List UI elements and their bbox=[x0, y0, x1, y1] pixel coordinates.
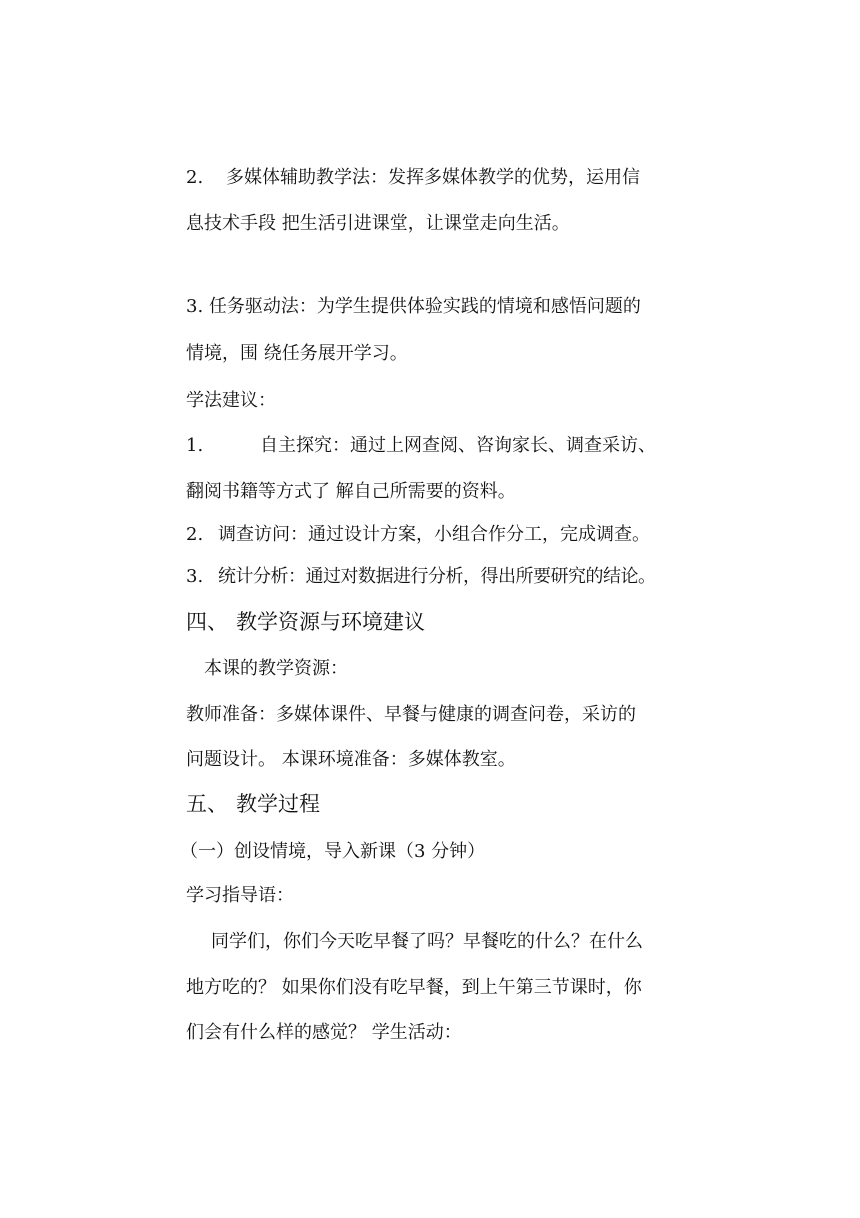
text-run: 3. 任务驱动法：为学生提供体验实践的情境和感悟问题的 bbox=[186, 296, 641, 317]
list-number: 2. bbox=[186, 524, 204, 545]
text-run: 自主探究：通过上网查阅、咨询家长、调查采访、 bbox=[260, 435, 656, 456]
section-number: 四、 bbox=[186, 610, 228, 634]
section-title: 教学过程 bbox=[236, 792, 320, 816]
text-run: 地方吃的？ 如果你们没有吃早餐，到上午第三节课时，你 bbox=[186, 977, 642, 998]
section-title: 教学资源与环境建议 bbox=[236, 610, 425, 634]
list-number: 3. bbox=[186, 566, 204, 587]
text-run: 多媒体辅助教学法：发挥多媒体教学的优势，运用信 bbox=[226, 167, 640, 188]
text-run: 教师准备：多媒体课件、早餐与健康的调查问卷，采访的 bbox=[186, 704, 636, 725]
text-run: 统计分析：通过对数据进行分析，得出所要研究的结论。 bbox=[218, 566, 656, 587]
suggestion-3 bbox=[186, 565, 656, 589]
resources-label bbox=[204, 657, 348, 681]
text-run: 本课的教学资源： bbox=[204, 658, 348, 679]
guidance-line-2 bbox=[186, 976, 642, 1000]
text-run: 问题设计。 本课环境准备：多媒体教室。 bbox=[186, 749, 516, 770]
section-five-heading bbox=[186, 790, 320, 818]
suggestion-1-line-2 bbox=[186, 480, 516, 504]
list-number: 2. bbox=[186, 167, 204, 188]
suggestion-2 bbox=[186, 523, 650, 547]
paragraph-method-2-line-1 bbox=[186, 166, 640, 190]
text-run: 息技术手段 把生活引进课堂，让课堂走向生活。 bbox=[186, 213, 570, 234]
paragraph-method-3-line-2 bbox=[186, 342, 408, 366]
text-run: 学习指导语： bbox=[186, 885, 294, 906]
text-run: （一）创设情境，导入新课（3 分钟） bbox=[180, 841, 486, 862]
list-number: 1. bbox=[186, 435, 204, 456]
paragraph-method-3-line-1 bbox=[186, 295, 641, 319]
guidance-line-3 bbox=[186, 1021, 462, 1045]
subsection-one-heading bbox=[180, 840, 485, 864]
text-run: 调查访问：通过设计方案，小组合作分工，完成调查。 bbox=[218, 524, 650, 545]
guidance-line-1 bbox=[211, 930, 643, 954]
study-suggestions-label bbox=[186, 389, 276, 413]
guidance-label bbox=[186, 884, 294, 908]
text-run: 同学们，你们今天吃早餐了吗？早餐吃的什么？在什么 bbox=[211, 931, 643, 952]
paragraph-method-2-line-2 bbox=[186, 212, 570, 236]
suggestion-1-line-1 bbox=[186, 434, 656, 458]
text-run: 学法建议： bbox=[186, 390, 276, 411]
section-number: 五、 bbox=[186, 792, 228, 816]
teacher-prep-line-1 bbox=[186, 703, 636, 727]
teacher-prep-line-2 bbox=[186, 748, 516, 772]
text-run: 翻阅书籍等方式了 解自己所需要的资料。 bbox=[186, 481, 516, 502]
text-run: 们会有什么样的感觉？ 学生活动： bbox=[186, 1022, 462, 1043]
text-run: 情境，围 绕任务展开学习。 bbox=[186, 343, 408, 364]
section-four-heading bbox=[186, 608, 425, 636]
